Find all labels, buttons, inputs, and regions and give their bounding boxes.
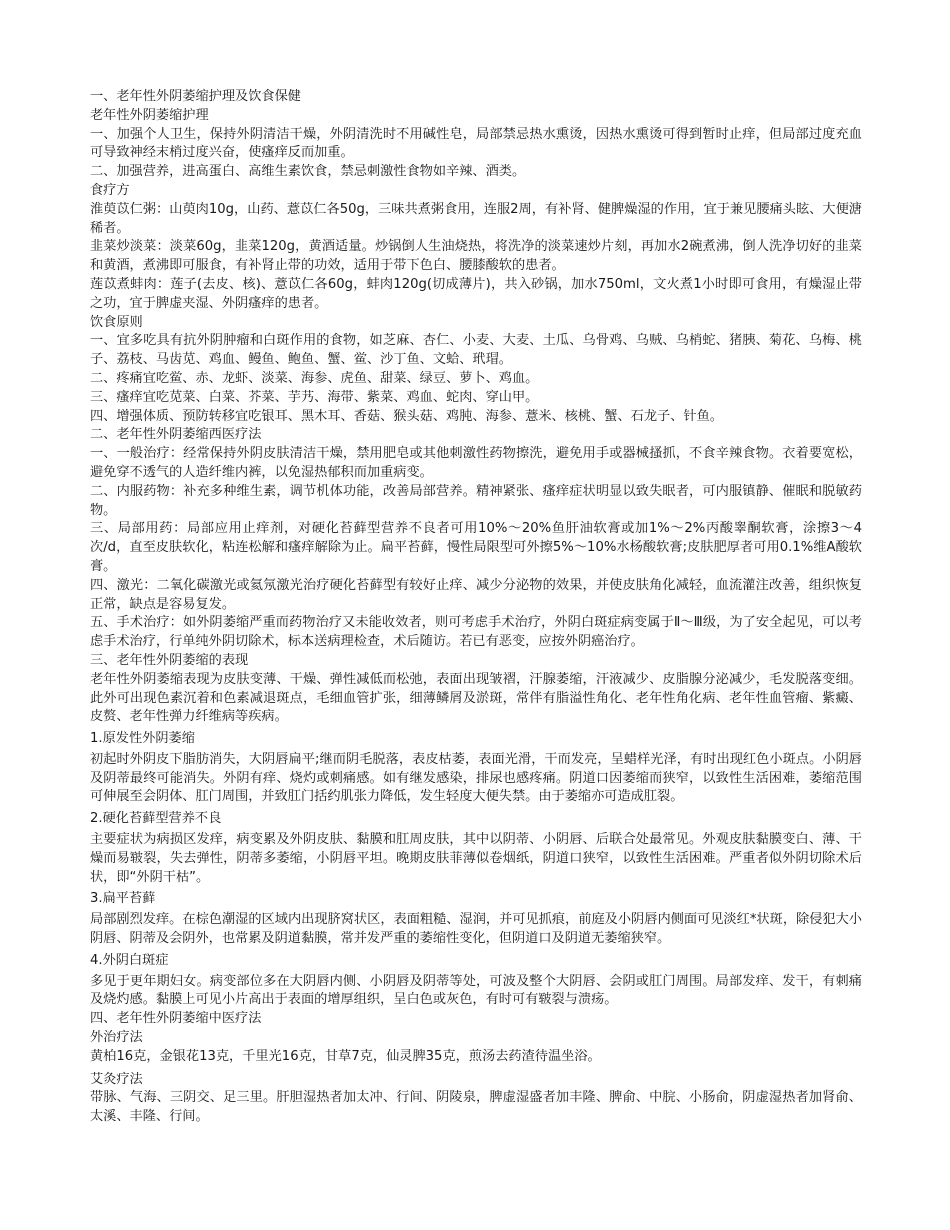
paragraph-topical-medication: 三、局部用药：局部应用止痒剂，对硬化苔藓型营养不良者可用10%～20%鱼肝油软膏或加1%～2%丙酸睾酮软膏，涂擦3～4次/d，直至皮肤软化，粘连松解和瘙痒解除为止。扁平苔藓，慢性局限型可外擦5%～10%水杨酸软膏;皮肤肥厚者可用0.1%维A酸软膏。 [90,521,862,574]
subheading-care: 老年性外阴萎缩护理 [90,107,209,123]
subheading-diet-principles: 饮食原则 [90,314,143,330]
paragraph-recipe-mussel: 莲苡煮蚌肉：莲子(去皮、核)、薏苡仁各60g，蚌肉120g(切成薄片)，共入砂锅，加水750ml，文火煮1小时即可食用，有燥湿止带之功，宜于脾虚夹湿、外阴瘙痒的患者。 [90,276,862,311]
paragraph-lichen-planus: 局部剧烈发痒。在棕色潮湿的区域内出现脐窝状区，表面粗糙、湿润，并可见抓痕，前庭及小阴唇内侧面可见淡红*状斑，除侵犯大小阴唇、阴蒂及会阴外，也常累及阴道黏膜，常并发严重的萎缩性变化，但阴道口及阴道无萎缩狭窄。 [90,912,862,947]
paragraph-general-treatment: 一、一般治疗：经常保持外阴皮肤清洁干燥，禁用肥皂或其他刺激性药物擦洗，避免用手或器械搔抓，不食辛辣食物。衣着要宽松，避免穿不透气的人造纤维内裤，以免湿热郁积而加重病变。 [90,446,862,480]
document-body [90,88,862,1127]
paragraph-moxibustion: 带脉、气海、三阴交、足三里。肝胆湿热者加太冲、行间、阴陵泉，脾虚湿盛者加丰隆、脾俞、中脘、小肠俞，阴虚湿热者加肾俞、太溪、丰隆、行间。 [90,1090,862,1125]
section-heading-care-and-diet: 一、老年性外阴萎缩护理及饮食保健 [90,89,301,104]
paragraph-principle-4: 四、增强体质、预防转移宜吃银耳、黑木耳、香菇、猴头菇、鸡肫、海参、薏米、核桃、蟹、石龙子、针鱼。 [90,408,723,424]
paragraph-recipe-leek: 韭菜炒淡菜：淡菜60g，韭菜120g，黄酒适量。炒锅倒人生油烧热，将洗净的淡菜速炒片刻，再加水2碗煮沸，倒人洗净切好的韭菜和黄酒，煮沸即可服食，有补肾止带的功效，适用于带下色白、腰膝酸软的患者。 [90,239,862,274]
subheading-leukoplakia: 4.外阴白斑症 [90,952,169,968]
paragraph-principle-3: 三、瘙痒宜吃苋菜、白菜、芥菜、芋艿、海带、紫菜、鸡血、蛇肉、穿山甲。 [90,389,539,405]
section-heading-symptoms: 三、老年性外阴萎缩的表现 [90,652,249,668]
paragraph-surgery: 五、手术治疗：如外阴萎缩严重而药物治疗又未能收效者，则可考虑手术治疗，外阴白斑症病变属于Ⅱ～Ⅲ级，为了安全起见，可以考虑手术治疗，行单纯外阴切除术，标本送病理检查，术后随访。若已有恶变，应按外阴癌治疗。 [90,615,862,650]
subheading-lichen-planus: 3.扁平苔藓 [90,891,156,907]
paragraph-external-treatment: 黄柏16克，金银花13克，千里光16克，甘草7克，仙灵脾35克，煎汤去药渣待温坐浴。 [90,1048,601,1064]
subheading-lichen-sclerosus: 2.硬化苔藓型营养不良 [90,811,222,827]
subheading-moxibustion: 艾灸疗法 [90,1071,143,1087]
subheading-primary-atrophy: 1.原发性外阴萎缩 [90,731,195,747]
paragraph-recipe-porridge: 淮萸苡仁粥：山萸肉10g，山药、薏苡仁各50g，三味共煮粥食用，连服2周，有补肾、健脾燥湿的作用，宜于兼见腰痛头眩、大便溏稀者。 [90,201,862,236]
paragraph-principle-1: 一、宜多吃具有抗外阴肿瘤和白斑作用的食物，如芝麻、杏仁、小麦、大麦、土瓜、乌骨鸡、乌贼、乌梢蛇、猪胰、菊花、乌梅、桃子、荔枝、马齿苋、鸡血、鳗鱼、鲍鱼、蟹、鲎、沙丁鱼、文蛤、玳瑁。 [90,333,862,368]
paragraph-laser: 四、激光：二氧化碳激光或氦氖激光治疗硬化苔藓型有较好止痒、减少分泌物的效果，并使皮肤角化减轻，血流灌注改善，组织恢复正常，缺点是容易复发。 [90,577,862,612]
paragraph-oral-medication: 二、内服药物：补充多种维生素，调节机体功能，改善局部营养。精神紧张、瘙痒症状明显以致失眠者，可内服镇静、催眠和脱敏药物。 [90,483,862,518]
subheading-diet-recipes: 食疗方 [90,182,130,198]
paragraph-leukoplakia: 多见于更年期妇女。病变部位多在大阴唇内侧、小阴唇及阴蒂等处，可波及整个大阴唇、会阴或肛门周围。局部发痒、发干，有刺痛及烧灼感。黏膜上可见小片高出于表面的增厚组织，呈白色或灰色，有时可有皲裂与溃疡。 [90,973,862,1008]
paragraph-nutrition: 二、加强营养，进高蛋白、高维生素饮食，禁忌刺激性食物如辛辣、酒类。 [90,164,526,180]
paragraph-principle-2: 二、疼痛宜吃鲎、赤、龙虾、淡菜、海参、虎鱼、甜菜、绿豆、萝卜、鸡血。 [90,370,539,386]
paragraph-lichen-sclerosus: 主要症状为病损区发痒，病变累及外阴皮肤、黏膜和肛周皮肤，其中以阴蒂、小阴唇、后联合处最常见。外观皮肤黏膜变白、薄、干燥而易皲裂，失去弹性，阴蒂多萎缩，小阴唇平坦。晚期皮肤菲薄似卷烟纸，阴道口狭窄，以致性生活困难。严重者似外阴切除术后状，即“外阴干枯”。 [90,832,862,885]
section-heading-western-treatment: 二、老年性外阴萎缩西医疗法 [90,427,262,443]
subheading-external-treatment: 外治疗法 [90,1030,143,1046]
paragraph-hygiene: 一、加强个人卫生，保持外阴清洁干燥，外阴清洗时不用碱性皂，局部禁忌热水熏烫，因热水熏烫可得到暂时止痒，但局部过度充血可导致神经末梢过度兴奋，使瘙痒反而加重。 [90,126,862,161]
paragraph-primary-atrophy: 初起时外阴皮下脂肪消失，大阴唇扁平;继而阴毛脱落，表皮枯萎，表面光滑，干而发亮，呈蜡样光泽，有时出现红色小斑点。小阴唇及阴蒂最终可能消失。外阴有痒、烧灼或刺痛感。如有继发感染，排尿也感疼痛。阴道口因萎缩而狭窄，以致性生活困难，萎缩范围可伸展至会阴体、肛门周围，并致肛门括约肌张力降低，发生轻度大便失禁。由于萎缩亦可造成肛裂。 [90,751,862,805]
section-heading-tcm-treatment: 四、老年性外阴萎缩中医疗法 [90,1011,262,1027]
paragraph-symptoms-overview: 老年性外阴萎缩表现为皮肤变薄、干燥、弹性减低而松弛，表面出现皱褶，汗腺萎缩，汗液减少、皮脂腺分泌减少，毛发脱落变细。此外可出现色素沉着和色素减退斑点，毛细血管扩张，细薄鳞屑及淤斑，常伴有脂溢性角化、老年性角化病、老年性血管瘤、紫癜、皮赘、老年性弹力纤维病等疾病。 [90,671,862,725]
